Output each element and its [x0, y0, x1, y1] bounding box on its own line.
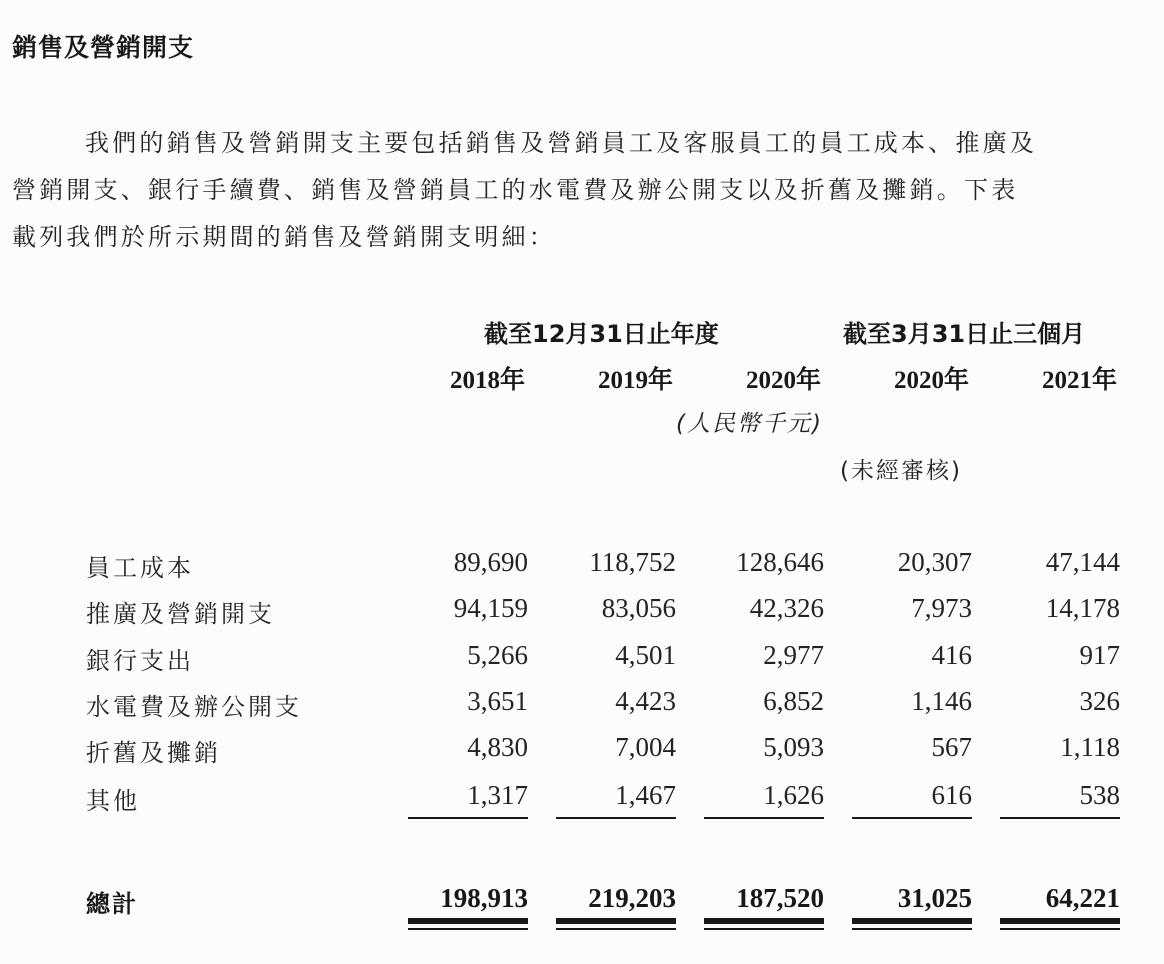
total-label: 總計 — [86, 890, 138, 918]
table-cell: 1,146 — [911, 686, 972, 716]
table-cell: 4,423 — [615, 686, 676, 716]
subtotal-rule — [408, 817, 528, 819]
intro-paragraph — [12, 120, 1122, 261]
total-cell: 198,913 — [440, 883, 528, 913]
column-header-year: 2018年 — [449, 367, 525, 394]
table-cell: 1,626 — [763, 780, 824, 810]
table-cell: 7,973 — [911, 593, 972, 623]
total-double-rule — [852, 918, 972, 930]
column-header-year: 2021年 — [1041, 367, 1117, 394]
table-cell: 5,266 — [467, 640, 528, 670]
subtotal-rule — [1000, 817, 1120, 819]
table-cell: 47,144 — [1045, 547, 1120, 577]
table-cell: 14,178 — [1045, 593, 1120, 623]
table-cell: 128,646 — [736, 547, 824, 577]
table-cell: 3,651 — [467, 686, 528, 716]
column-header-year: 2019年 — [597, 367, 673, 394]
table-cell: 42,326 — [749, 593, 824, 623]
row-label: 折舊及攤銷 — [86, 739, 221, 767]
total-double-rule — [408, 918, 528, 930]
table-cell: 538 — [1079, 780, 1120, 810]
total-cell: 31,025 — [897, 883, 972, 913]
table-cell: 6,852 — [763, 686, 824, 716]
table-cell: 94,159 — [453, 593, 528, 623]
row-label: 推廣及營銷開支 — [86, 600, 275, 628]
row-label: 員工成本 — [86, 554, 194, 582]
row-label: 銀行支出 — [86, 647, 194, 675]
table-cell: 2,977 — [763, 640, 824, 670]
total-double-rule — [1000, 918, 1120, 930]
paragraph-line: 我們的銷售及營銷開支主要包括銷售及營銷員工及客服員工的員工成本、推廣及 — [85, 129, 1037, 157]
row-label: 水電費及辦公開支 — [86, 693, 302, 721]
table-cell: 4,501 — [615, 640, 676, 670]
total-cell: 219,203 — [588, 883, 676, 913]
table-cell: 1,118 — [1060, 732, 1120, 762]
unaudited-note: (未經審核) — [840, 458, 962, 484]
subtotal-rule — [704, 817, 824, 819]
table-cell: 89,690 — [453, 547, 528, 577]
column-header-year: 2020年 — [745, 367, 821, 394]
total-cell: 64,221 — [1045, 883, 1120, 913]
subtotal-rule — [556, 817, 676, 819]
row-label: 其他 — [86, 787, 140, 815]
section-heading: 銷售及營銷開支 — [12, 33, 195, 62]
table-cell: 616 — [931, 780, 972, 810]
period-header-annual: 截至12月31日止年度 — [484, 320, 719, 348]
paragraph-line: 載列我們於所示期間的銷售及營銷開支明細： — [12, 223, 556, 251]
table-cell: 83,056 — [601, 593, 676, 623]
table-cell: 4,830 — [467, 732, 528, 762]
table-cell: 567 — [931, 732, 972, 762]
subtotal-rule — [852, 817, 972, 819]
table-cell: 118,752 — [589, 547, 676, 577]
paragraph-line: 營銷開支、銀行手續費、銷售及營銷員工的水電費及辦公開支以及折舊及攤銷。下表 — [12, 176, 1019, 204]
table-cell: 20,307 — [897, 547, 972, 577]
table-cell: 416 — [931, 640, 972, 670]
table-cell: 1,317 — [467, 780, 528, 810]
table-cell: 1,467 — [615, 780, 676, 810]
column-header-year: 2020年 — [893, 367, 969, 394]
table-cell: 917 — [1079, 640, 1120, 670]
currency-unit-note: (人民幣千元) — [676, 411, 823, 437]
total-double-rule — [556, 918, 676, 930]
total-cell: 187,520 — [736, 883, 824, 913]
total-double-rule — [704, 918, 824, 930]
table-cell: 7,004 — [615, 732, 676, 762]
period-header-quarterly: 截至3月31日止三個月 — [843, 320, 1086, 348]
table-cell: 5,093 — [763, 732, 824, 762]
table-cell: 326 — [1079, 686, 1120, 716]
